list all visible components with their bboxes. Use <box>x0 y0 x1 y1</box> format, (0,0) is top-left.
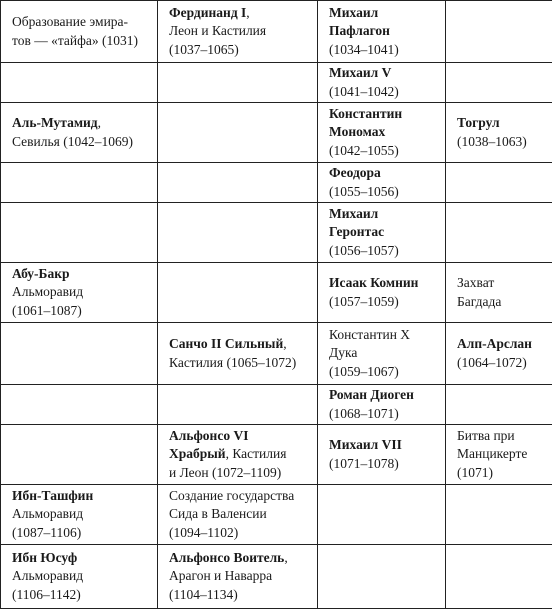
cell-text: (1056–1057) <box>329 242 399 258</box>
cell-line <box>169 464 311 483</box>
cell-line <box>12 32 151 51</box>
table-cell <box>318 425 446 485</box>
cell-text: Создание государства <box>169 487 295 503</box>
table-cell <box>1 485 158 545</box>
cell-line <box>329 363 439 382</box>
cell-text: , <box>283 336 287 351</box>
table-cell <box>446 163 552 203</box>
table-cell <box>446 263 552 323</box>
table-cell <box>158 323 318 385</box>
table-cell <box>446 385 552 425</box>
table-row <box>1 425 552 485</box>
table-cell <box>1 385 158 425</box>
cell-text: (1071) <box>457 464 493 480</box>
bold-name: Альфонсо Воитель <box>169 549 285 565</box>
cell-line <box>329 142 439 161</box>
bold-name: Тогрул <box>457 115 500 130</box>
cell-line <box>329 436 439 455</box>
cell-text: (1037–1065) <box>169 41 239 57</box>
cell-line <box>12 549 151 568</box>
cell-line <box>329 183 439 202</box>
cell-line <box>329 405 439 424</box>
cell-line <box>329 4 439 23</box>
cell-line <box>329 274 439 293</box>
cell-line <box>169 354 311 373</box>
cell-text: Битва при <box>457 427 515 443</box>
cell-text: (1055–1056) <box>329 183 399 199</box>
cell-line <box>329 164 439 183</box>
bold-name: Геронтас <box>329 224 385 240</box>
cell-line <box>329 242 439 261</box>
bold-name: Санчо II Сильный <box>169 336 284 351</box>
table-cell <box>1 163 158 203</box>
cell-line <box>169 4 311 23</box>
cell-text: (1034–1041) <box>329 41 399 57</box>
table-row <box>1 263 552 323</box>
cell-line <box>12 114 151 133</box>
table-row <box>1 203 552 263</box>
cell-text: Захват <box>457 275 495 290</box>
bold-name: Михаил V <box>329 65 392 80</box>
cell-line <box>329 223 439 242</box>
table-cell <box>1 263 158 323</box>
table-cell <box>1 1 158 63</box>
bold-name: Ибн Юсуф <box>12 549 78 565</box>
cell-text: , <box>97 115 101 130</box>
cell-text: (1094–1102) <box>169 524 239 540</box>
table-cell <box>158 545 318 609</box>
table-cell <box>1 63 158 103</box>
cell-line <box>329 83 439 102</box>
table-cell <box>158 263 318 323</box>
cell-line <box>169 567 311 586</box>
table-cell <box>318 545 446 609</box>
cell-line <box>329 64 439 83</box>
bold-name: Храбрый <box>169 446 226 462</box>
bold-name: Михаил <box>329 205 379 221</box>
cell-line <box>12 265 151 284</box>
bold-name: Константин <box>329 105 403 121</box>
table-row <box>1 163 552 203</box>
table-cell <box>446 63 552 103</box>
cell-line <box>169 487 311 506</box>
table-cell <box>1 425 158 485</box>
bold-name: Мономах <box>329 124 386 140</box>
table-cell <box>318 103 446 163</box>
cell-text: (1087–1106) <box>12 524 82 540</box>
table-cell <box>1 545 158 609</box>
cell-line <box>12 505 151 524</box>
cell-line <box>12 302 151 321</box>
table-cell <box>446 203 552 263</box>
bold-name: Альфонсо VI <box>169 427 249 443</box>
cell-text: (1038–1063) <box>457 133 527 149</box>
cell-line <box>169 41 311 60</box>
cell-text: (1104–1134) <box>169 586 238 602</box>
table-cell <box>446 1 552 63</box>
table-cell <box>318 63 446 103</box>
table-cell <box>158 1 318 63</box>
table-cell <box>318 323 446 385</box>
table-cell <box>446 485 552 545</box>
bold-name: Абу-Бакр <box>12 265 70 281</box>
cell-text: Багдада <box>457 293 502 309</box>
table-cell <box>318 1 446 63</box>
cell-line <box>169 335 311 354</box>
cell-text: тов — «тайфа» (1031) <box>12 32 138 48</box>
chronology-table-body <box>1 1 552 609</box>
cell-line <box>12 567 151 586</box>
cell-text: Альморавид <box>12 506 84 522</box>
cell-line <box>457 445 546 464</box>
bold-name: Фердинанд I <box>169 4 247 20</box>
table-cell <box>318 203 446 263</box>
table-cell <box>446 545 552 609</box>
cell-line <box>169 427 311 446</box>
table-cell <box>1 203 158 263</box>
cell-line <box>457 114 546 133</box>
cell-line <box>457 354 546 373</box>
cell-text: (1057–1059) <box>329 293 399 309</box>
bold-name: Алп-Арслан <box>457 336 532 351</box>
bold-name: Роман Диоген <box>329 387 414 402</box>
cell-line <box>169 524 311 543</box>
cell-text: Леон и Кастилия <box>169 23 267 39</box>
cell-text: , Кастилия <box>225 446 287 462</box>
table-row <box>1 545 552 609</box>
table-row <box>1 1 552 63</box>
cell-line <box>457 427 546 446</box>
cell-line <box>329 344 439 363</box>
table-cell <box>446 425 552 485</box>
cell-line <box>457 133 546 152</box>
cell-text: , <box>246 4 250 20</box>
bold-name: Аль-Мутамид <box>12 115 98 130</box>
cell-text: (1041–1042) <box>329 83 399 99</box>
cell-text: Арагон и Наварра <box>169 568 273 584</box>
table-cell <box>158 425 318 485</box>
table-row <box>1 485 552 545</box>
cell-line <box>12 283 151 302</box>
cell-line <box>169 22 311 41</box>
table-cell <box>318 163 446 203</box>
cell-line <box>169 505 311 524</box>
cell-line <box>329 455 439 474</box>
bold-name: Михаил VII <box>329 437 402 452</box>
cell-line <box>329 326 439 345</box>
table-cell <box>158 103 318 163</box>
cell-line <box>12 586 151 605</box>
cell-line <box>329 41 439 60</box>
cell-text: (1061–1087) <box>12 302 82 318</box>
cell-line <box>457 274 546 293</box>
cell-text: Кастилия (1065–1072) <box>169 354 297 370</box>
table-cell <box>1 323 158 385</box>
bold-name: Ибн-Ташфин <box>12 487 94 503</box>
cell-text: и Леон (1072–1109) <box>169 464 282 480</box>
cell-text: Альморавид <box>12 568 84 584</box>
cell-text: Манцикерте <box>457 446 528 462</box>
table-cell <box>158 203 318 263</box>
table-cell <box>158 485 318 545</box>
cell-text: (1071–1078) <box>329 455 399 471</box>
cell-line <box>457 464 546 483</box>
cell-line <box>457 335 546 354</box>
cell-line <box>12 133 151 152</box>
cell-line <box>329 123 439 142</box>
bold-name: Пафлагон <box>329 23 390 39</box>
cell-line <box>169 445 311 464</box>
cell-line <box>169 586 311 605</box>
table-cell <box>1 103 158 163</box>
cell-line <box>12 13 151 32</box>
cell-line <box>329 293 439 312</box>
cell-text: Константин X <box>329 326 411 342</box>
table-cell <box>158 63 318 103</box>
cell-text: Севилья (1042–1069) <box>12 133 133 149</box>
cell-line <box>329 22 439 41</box>
cell-text: Образование эмира- <box>12 14 129 29</box>
cell-line <box>12 487 151 506</box>
cell-text: (1106–1142) <box>12 586 81 602</box>
cell-text: (1068–1071) <box>329 405 399 421</box>
table-cell <box>318 385 446 425</box>
table-row <box>1 103 552 163</box>
table-row <box>1 385 552 425</box>
cell-line <box>329 205 439 224</box>
table-row <box>1 63 552 103</box>
table-cell <box>318 263 446 323</box>
cell-line <box>329 105 439 124</box>
cell-text: (1059–1067) <box>329 363 399 379</box>
cell-text: Сида в Валенсии <box>169 506 267 522</box>
bold-name: Михаил <box>329 4 379 20</box>
cell-line <box>12 524 151 543</box>
table-cell <box>446 103 552 163</box>
bold-name: Феодора <box>329 165 381 180</box>
bold-name: Исаак Комнин <box>329 275 419 290</box>
table-cell <box>446 323 552 385</box>
cell-text: Дука <box>329 345 358 361</box>
cell-text: Альморавид <box>12 284 84 300</box>
cell-line <box>457 293 546 312</box>
cell-text: (1042–1055) <box>329 142 399 158</box>
cell-line <box>329 386 439 405</box>
table-cell <box>158 385 318 425</box>
cell-line <box>169 549 311 568</box>
cell-text: (1064–1072) <box>457 354 527 370</box>
cell-text: , <box>284 549 288 565</box>
table-row <box>1 323 552 385</box>
table-cell <box>158 163 318 203</box>
table-cell <box>318 485 446 545</box>
